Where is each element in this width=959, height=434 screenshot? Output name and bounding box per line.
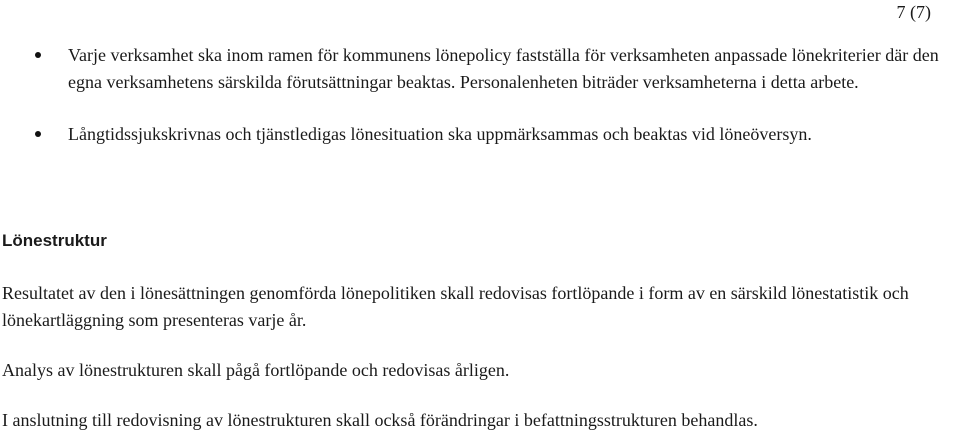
bullet-dot-icon [35, 52, 41, 58]
bullet-text: Varje verksamhet ska inom ramen för kommunens lönepolicy fastställa för verksamheten anpassade lönekriterier där den egna verksamhetens särskilda förutsättningar beaktas. Personalenheten biträder verksamheterna i detta arbete. [68, 45, 939, 92]
paragraph: I anslutning till redovisning av lönestrukturen skall också förändringar i befattningsstrukturen behandlas. [2, 410, 758, 430]
paragraph: Analys av lönestrukturen skall pågå fortlöpande och redovisas årligen. [2, 360, 510, 380]
bullet-text: Långtidssjukskrivnas och tjänstledigas lönesituation ska uppmärksammas och beaktas vid löneöversyn. [68, 124, 812, 144]
bullet-item [0, 121, 959, 148]
bullet-item [0, 42, 959, 95]
paragraph: Resultatet av den i lönesättningen genomförda lönepolitiken skall redovisas fortlöpande i form av en särskild lönestatistik och lönekartläggning som presenteras varje år. [2, 283, 909, 330]
page-number: 7 (7) [896, 2, 931, 22]
section-heading: Lönestruktur [2, 231, 107, 250]
bullet-list [0, 42, 959, 148]
bullet-dot-icon [35, 131, 41, 137]
